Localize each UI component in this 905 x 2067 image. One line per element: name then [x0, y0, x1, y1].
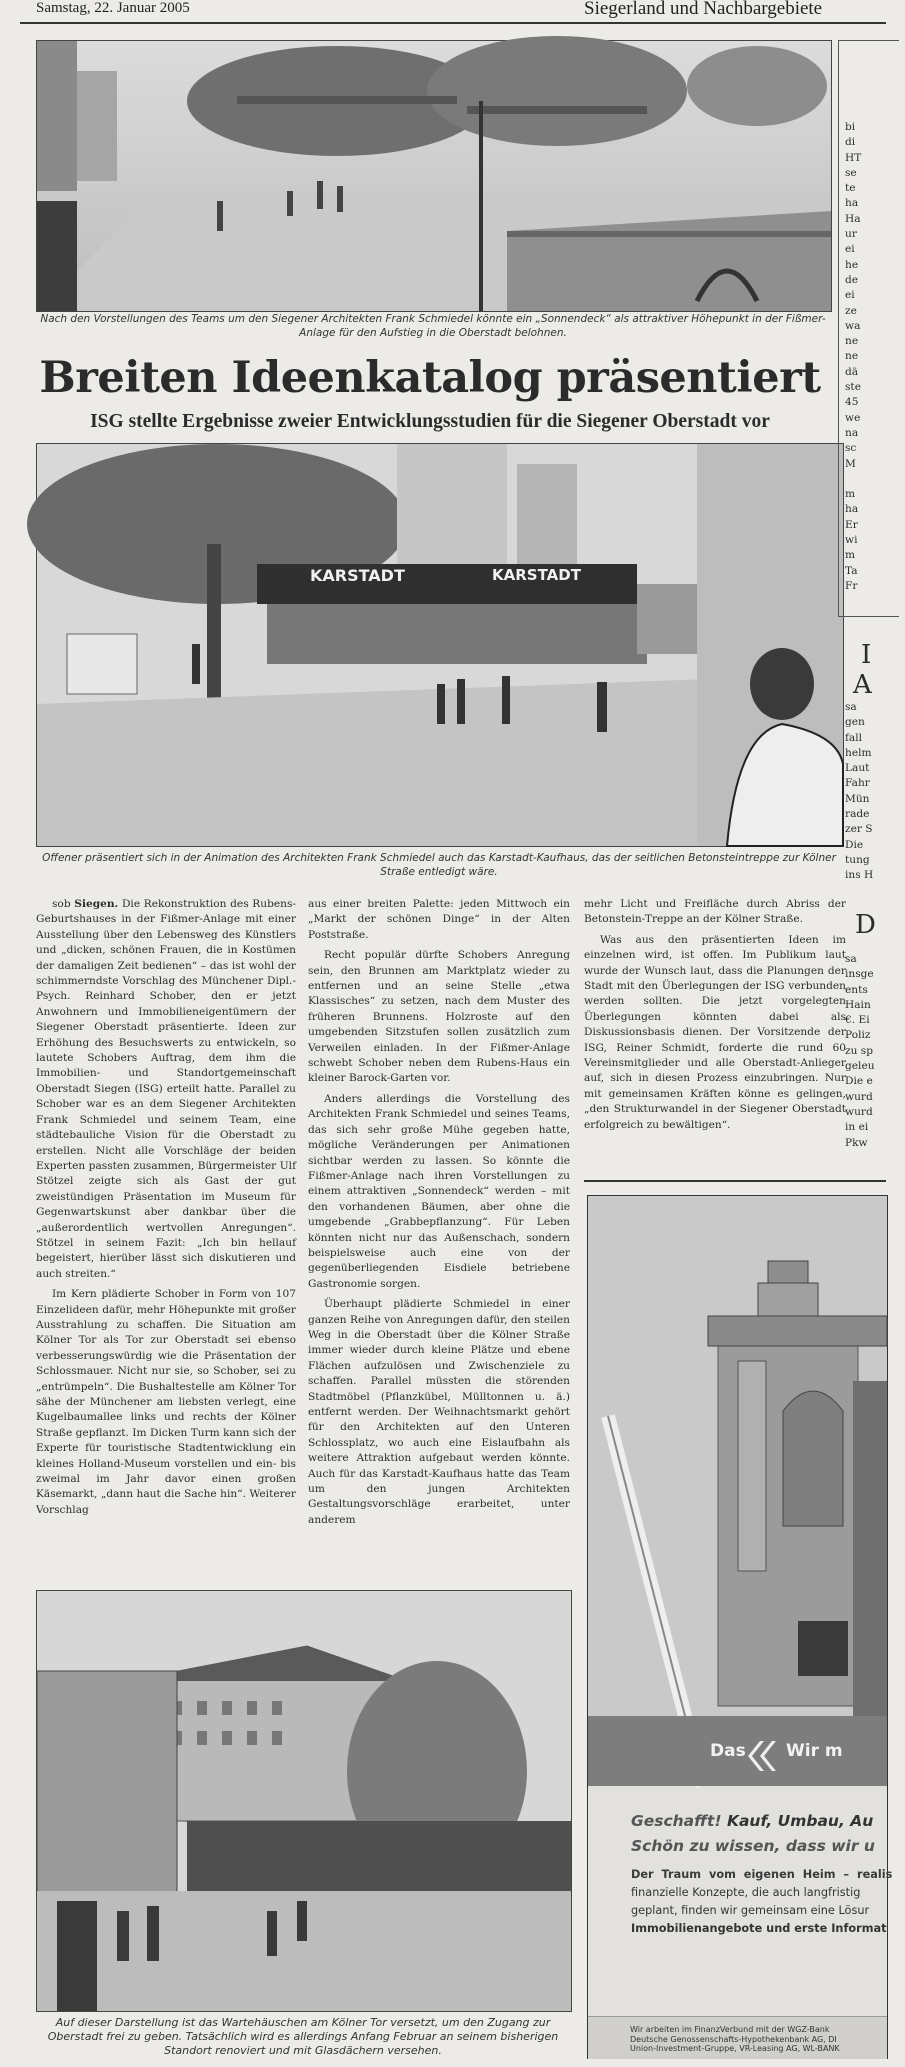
ad-body-line: Der Traum vom eigenen Heim – realis	[631, 1868, 893, 1881]
ad-banner-left: Das	[710, 1741, 746, 1761]
neighbor-text-fragment: wi	[845, 534, 858, 547]
ad-footer	[630, 2025, 840, 2054]
neighbor-text-fragment: ents	[845, 983, 868, 996]
sonnendeck-rendering	[37, 41, 831, 311]
ad-headline	[631, 1812, 873, 1830]
neighbor-text-fragment: Mün	[845, 792, 870, 805]
neighbor-text-fragment: €. Ei	[845, 1014, 870, 1027]
neighbor-text-fragment: te	[845, 182, 856, 195]
neighbor-text-fragment: ze	[845, 304, 857, 317]
neighbor-text-fragment: Laut	[845, 762, 870, 775]
neighbor-text-fragment: insge	[845, 968, 874, 981]
neighbor-text-fragment: Ta	[845, 564, 858, 577]
article-column-3	[584, 897, 846, 1138]
article-column-2	[308, 897, 570, 1533]
article-paragraph: Anders allerdings die Vorstellung des Architekten Frank Schmiedel und seines Teams, das sich sehr große Mühe gegeben hatte, mögliche Veränderungen per Animationen sichtbar werden zu lassen. So könnte die Fißmer-Anlage nach ihren Vorstellungen zu einem attraktiven „Sonnendeck“ werden – mit den vorhandenen Bäumen, aber ohne die umgebende „Grabbepflanzung“. Für Leben könnten nicht nur das Außenschach, sondern beispielsweise auch eine von der gegenüberliegenden Eisdiele betriebene Gastronomie sorgen.	[308, 1092, 570, 1290]
neighbor-text-fragment: sa	[845, 953, 857, 965]
neighbor-text-fragment: helm	[845, 746, 872, 759]
ad-body-line: geplant, finden wir gemeinsam eine Lösur	[631, 1904, 870, 1917]
article-headline: Breiten Ideenkatalog präsentiert	[39, 353, 821, 403]
neighbor-text-fragment: ne	[845, 350, 859, 363]
neighbor-text-fragment: se	[845, 166, 857, 179]
issue-date: Samstag, 22. Januar 2005	[36, 0, 190, 16]
neighbor-text-fragment: Hain	[845, 998, 871, 1011]
ad-headline-light: Geschafft!	[631, 1812, 722, 1830]
ad-body	[631, 1866, 892, 1938]
article-paragraph: Was aus den präsentierten Ideen im einzelnen wird, ist offen. Im Publikum laut wurde der Wunsch laut, dass die Planungen der Stadt mit den Überlegungen der ISG verbunden werden sollten. Die jetzt vorgelegten Überlegungen könnten dabei als Diskussionsbasis dienen. Der Vorsitzende der ISG, Reiner Schmidt, forderte die rund 60 Vereinsmitglieder und alle Oberstadt-Anlieger auf, sich in diesen Prozess einzubringen. Nur mit gemeinsamen Kräften könne es gelingen, „den Strukturwandel in der Siegener Oberstadt erfolgreich zu bewältigen“.	[584, 933, 846, 1131]
ad-footer-line: Deutsche Genossenschafts-Hypothekenbank AG, DI	[630, 2034, 837, 2044]
neighbor-text-fragment: gen	[845, 716, 865, 729]
neighbor-text-fragment: Ha	[845, 212, 861, 225]
article-paragraph: aus einer breiten Palette: jeden Mittwoch ein „Markt der schönen Dinge“ in der Alten Poststraße.	[308, 898, 570, 941]
dateline-place: Siegen.	[74, 898, 119, 910]
neighbor-text-fragment: Die	[845, 838, 864, 851]
neighbor-article-text	[845, 120, 905, 594]
neighbor-text-fragment: Er	[845, 518, 858, 531]
section-title: Siegerland und Nachbargebiete	[584, 0, 823, 19]
koelner-tor-rendering	[37, 1591, 571, 2011]
ad-body-line: finanzielle Konzepte, die auch langfristig	[631, 1886, 861, 1899]
karstadt-rendering	[37, 444, 843, 846]
neighbor-text-fragment: Pkw	[845, 1136, 868, 1149]
article-column-1	[36, 897, 296, 1523]
neighbor-text-fragment: geleu	[845, 1060, 875, 1073]
neighbor-text-fragment: ne	[845, 335, 859, 348]
article-paragraph: Im Kern plädierte Schober in Form von 107 Einzelideen dafür, mehr Höhepunkte mit großer Ausstrahlung zu schaffen. Die Situation am Kölner Tor als Tor zur Oberstadt sei ebenso verbesserungswürdig wie die Präsentation der Schlossmauer. Nicht nur sie, so Schober, sei zu „entrümpeln“. Die Bushaltestelle am Kölner Tor sähe der Münchener am liebsten verlegt, eine Kugelbaumallee links und rechts der Kölner Straße gepflanzt. Im Dicken Turm kann sich der Experte für touristische Stadtentwicklung ein kleines Holland-Museum vorstellen und ein- bis zweimal im Jahr davor einen großen Käsemarkt, „dann haut die Sache hin“. Weiterer Vorschlag	[36, 1288, 296, 1516]
neighbor-text-fragment: ins H	[845, 869, 874, 882]
article-paragraph	[36, 897, 296, 1282]
ad-body-bold: Immobilienangebote und erste Informat	[631, 1922, 887, 1935]
neighbor-article-text	[845, 700, 905, 884]
neighbor-text-fragment: ei	[845, 289, 855, 302]
caption-bottom: Auf dieser Darstellung ist das Wartehäuschen am Kölner Tor versetzt, um den Zugang zur Oberstadt frei zu geben. Tatsächlich wird es allerdings Anfang Februar an seinem bisherigen Standort renoviert und mit Glasdächern versehen.	[47, 2016, 559, 2057]
neighbor-text-fragment: Fahr	[845, 777, 870, 790]
neighbor-headline-line: A	[853, 670, 872, 700]
neighbor-text-fragment: ha	[845, 197, 859, 210]
neighbor-text-fragment: ei	[845, 243, 855, 256]
neighbor-text-fragment: rade	[845, 808, 870, 821]
dateline-author: sob	[52, 898, 71, 910]
ad-footer-line: Union-Investment-Gruppe, VR-Leasing AG, WL-BANK	[630, 2044, 840, 2053]
neighbor-headline-line: I	[861, 640, 872, 670]
article-subheadline: ISG stellte Ergebnisse zweier Entwicklungsstudien für die Siegener Oberstadt vor	[90, 411, 770, 432]
article-paragraph: Recht populär dürfte Schobers Anregung sein, den Brunnen am Marktplatz wieder zu entfernen und an seine Stelle „etwa Klassisches“ zu setzen, nach dem Muster des früheren Brunnens. Holzroste auf den umgebenden Sitzstufen sollen zusätzlich zum Verweilen einladen. In der Fißmer-Anlage schwebt Schober neben dem Rubens-Haus ein kleiner Barock-Garten vor.	[308, 949, 570, 1085]
ad-footer-line: Wir arbeiten im FinanzVerbund mit der WGZ-Bank	[630, 2025, 830, 2034]
neighbor-text-fragment: ste	[845, 381, 861, 394]
article-paragraph: Überhaupt plädierte Schmiedel in einer ganzen Reihe von Anregungen dafür, den steilen Weg in die Oberstadt über die Kölner Straße immer wieder durch kleine Plätze und ebene Flächen aufzulösen und Zwischenziele zu schaffen. Parallel müssten die störenden Stadtmöbel (Pflanzkübel, Mülltonnen u. ä.) entfernt werden. Der Weihnachtsmarkt gehört für den Architekten auf den Unteren Schlossplatz, wo auch eine Eislaufbahn als weitere Attraktion aufgebaut werden könnte. Auch für das Karstadt-Kaufhaus hatte das Team um den jungen Architekten Gestaltungsvorschläge erarbeitet, unter anderem	[308, 1298, 570, 1526]
caption-top: Nach den Vorstellungen des Teams um den Siegener Architekten Frank Schmiedel könnte ein „Sonnendeck“ als attraktiver Höhepunkt in der Fißmer-Anlage für den Aufstieg in die Oberstadt belohnen.	[40, 313, 826, 339]
neighbor-text-fragment: zu sp	[845, 1044, 873, 1057]
neighbor-text-fragment: HT	[845, 151, 862, 164]
neighbor-article-1	[845, 120, 905, 615]
neighbor-text-fragment: wurd	[845, 1105, 873, 1118]
caption-middle: Offener präsentiert sich in der Animation des Architekten Frank Schmiedel auch das Karstadt-Kaufhaus, das der seitlichen Betonsteintreppe zur Kölner Straße entledigt wäre.	[42, 852, 836, 878]
neighbor-text-fragment: wurd	[845, 1090, 873, 1103]
neighbor-text-fragment: di	[845, 136, 856, 149]
neighbor-text-fragment: m	[845, 488, 856, 501]
article-paragraph: mehr Licht und Freifläche durch Abriss der Betonstein-Treppe an der Kölner Straße.	[584, 898, 846, 926]
section-rule	[584, 1180, 886, 1182]
neighbor-text-fragment: he	[845, 258, 859, 271]
neighbor-text-fragment: bi	[845, 121, 856, 133]
neighbor-text-fragment: de	[845, 273, 859, 286]
neighbor-article-3	[845, 910, 905, 1180]
photo-karstadt	[36, 443, 844, 847]
neighbor-text-fragment: m	[845, 549, 856, 562]
header-rule	[20, 22, 886, 24]
neighbor-article-2	[845, 640, 905, 882]
ad-headline-line2: Schön zu wissen, dass wir u	[631, 1837, 875, 1855]
neighbor-headline	[845, 640, 905, 700]
advertisement[interactable]	[587, 1195, 893, 2059]
neighbor-headline: D	[855, 910, 876, 940]
neighbor-text-fragment: Poliz	[845, 1029, 871, 1042]
neighbor-text-fragment: ur	[845, 228, 857, 241]
neighbor-text-fragment: tung	[845, 853, 870, 866]
neighbor-text-fragment: zer S	[845, 823, 873, 836]
neighbor-text-fragment: wa	[845, 319, 861, 332]
photo-koelner-tor	[36, 1590, 572, 2012]
neighbor-text-fragment: sa	[845, 701, 857, 713]
paragraph-text: Die Rekonstruktion des Rubens-Geburtshauses in der Fißmer-Anlage mit einer Ausstellung über den Lebensweg des Künstlers und „dicken, schönen Frauen, die in Kostümen der damaligen Zeit bedienen“ – das ist wohl der schimmerndste Vorschlag des Münchener Dipl.-Psych. Reinhard Schober, den er jetzt Anwohnern und Immobilieneigentümern der Siegener Oberstadt präsentierte. Ideen zur Erhöhung des Besuchswerts zu entwickeln, so lautete Schobers Auftrag, dem ihm die Immobilien- und Standortgemeinschaft Oberstadt Siegen (ISG) erteilt hatte. Parallel zu Schober war es an dem Siegener Architekten Frank Schmiedel und seinem Team, eine städtebauliche Vision für die Oberstadt zu erstellen. Nicht alle Vorschläge der beiden Experten passten zusammen, Bürgermeister Ulf Stötzel zeigte sich als Gast der gut zweistündigen Präsentation im Museum für Gegenwartskunst aber dankbar über die „außerordentlich wertvollen Anregungen“. Stötzel in seinem Fazit: „Ich bin hellauf begeistert, hierüber lässt sich diskutieren und auch streiten.“	[36, 898, 296, 1280]
neighbor-text-fragment: M	[845, 457, 856, 470]
photo-sonnendeck	[36, 40, 832, 312]
neighbor-text-fragment: in ei	[845, 1121, 869, 1134]
neighbor-article-text	[845, 952, 905, 1151]
neighbor-text-fragment: na	[845, 426, 859, 439]
neighbor-text-fragment: 45	[845, 396, 859, 409]
neighbor-text-fragment: dä	[845, 365, 859, 378]
ad-headline-dark: Kauf, Umbau, Au	[726, 1812, 874, 1830]
neighbor-text-fragment: Fr	[845, 579, 858, 592]
neighbor-text-fragment	[845, 472, 905, 487]
neighbor-text-fragment: Die e	[845, 1075, 873, 1088]
karstadt-sign-left: KARSTADT	[310, 566, 405, 585]
neighbor-text-fragment: sc	[845, 442, 857, 455]
ad-banner-right: Wir m	[786, 1741, 843, 1761]
neighbor-text-fragment: ha	[845, 503, 859, 516]
neighbor-text-fragment: we	[845, 411, 861, 424]
karstadt-sign-right: KARSTADT	[492, 566, 581, 584]
ad-photo-tiled-stove	[588, 1196, 887, 1786]
neighbor-text-fragment: fall	[845, 731, 863, 744]
